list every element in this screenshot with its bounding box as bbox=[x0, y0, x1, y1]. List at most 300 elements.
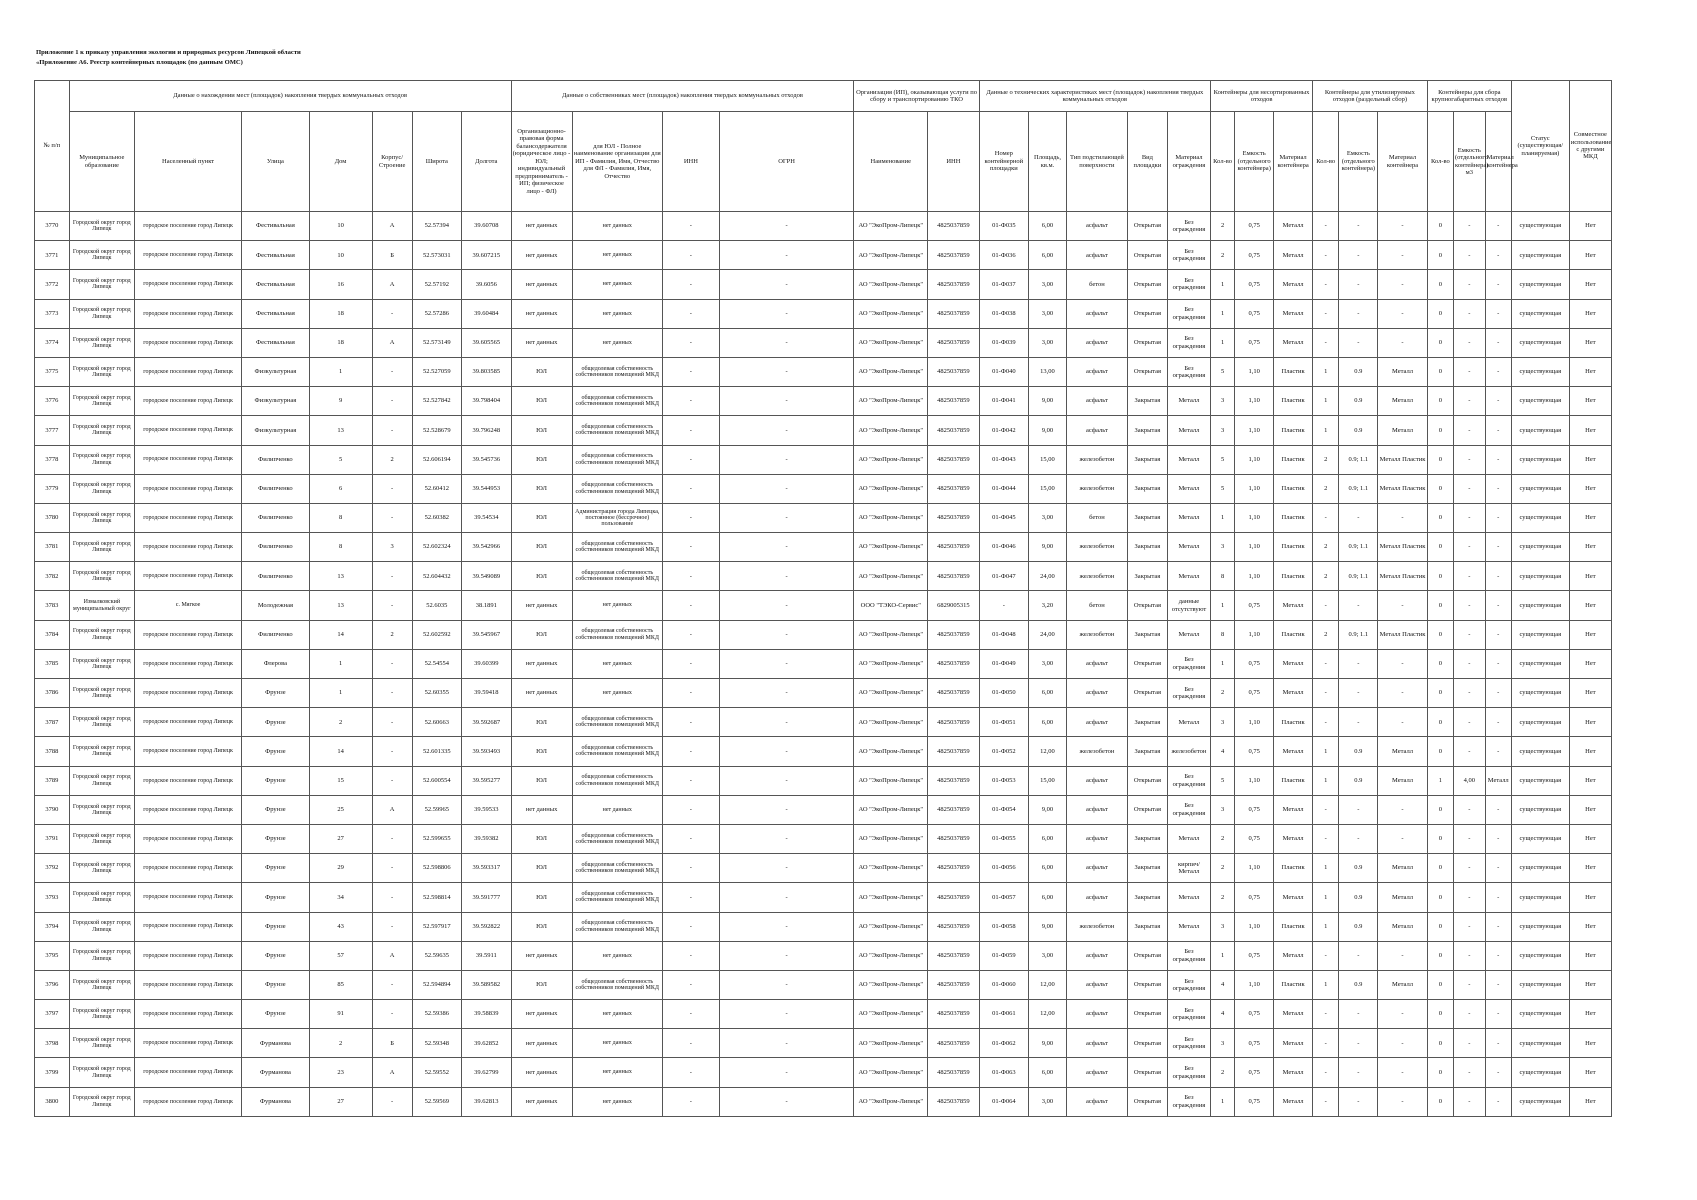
cell-recyclable-material: Металл bbox=[1378, 416, 1427, 445]
cell-num: 3800 bbox=[35, 1087, 70, 1116]
cell-municipality: Городской округ город Липецк bbox=[69, 1087, 134, 1116]
cell-lon: 39.62813 bbox=[462, 1087, 511, 1116]
cell-org-form: нет данных bbox=[511, 795, 572, 824]
cell-bulky-material: - bbox=[1485, 445, 1511, 474]
cell-unsorted-capacity: 1,10 bbox=[1235, 912, 1274, 941]
cell-shared: Нет bbox=[1569, 620, 1611, 649]
cell-site-number: 01-Ф063 bbox=[979, 1058, 1028, 1087]
header-lat: Широта bbox=[412, 112, 461, 212]
cell-owner-inn: - bbox=[662, 357, 719, 386]
cell-fence: Без ограждения bbox=[1167, 299, 1210, 328]
cell-bulky-material: - bbox=[1485, 737, 1511, 766]
cell-recyclable-capacity: 0.9; 1.1 bbox=[1339, 533, 1378, 562]
header-owner-name: для ЮЛ - Полное наименование организации для ИП - Фамилия, Имя, Отчество для ФЛ - Фамилия, Имя, Отчество bbox=[572, 112, 662, 212]
table-row bbox=[35, 1029, 1612, 1058]
cell-shared: Нет bbox=[1569, 737, 1611, 766]
cell-site-number: 01-Ф049 bbox=[979, 649, 1028, 678]
cell-recyclable-material: - bbox=[1378, 1058, 1427, 1087]
cell-bulky-material: - bbox=[1485, 708, 1511, 737]
cell-municipality: Городской округ город Липецк bbox=[69, 299, 134, 328]
cell-unsorted-material: Металл bbox=[1274, 1029, 1313, 1058]
cell-surface: асфальт bbox=[1066, 679, 1127, 708]
cell-unsorted-capacity: 0,75 bbox=[1235, 1000, 1274, 1029]
cell-bulky-capacity: - bbox=[1454, 737, 1486, 766]
header-group-bulky: Контейнеры для сбора крупногабаритных отходов bbox=[1427, 81, 1511, 112]
cell-site-number: 01-Ф036 bbox=[979, 241, 1028, 270]
cell-shared: Нет bbox=[1569, 299, 1611, 328]
cell-org-form: ЮЛ bbox=[511, 708, 572, 737]
cell-surface: асфальт bbox=[1066, 766, 1127, 795]
cell-num: 3795 bbox=[35, 941, 70, 970]
cell-lat: 52.599655 bbox=[412, 824, 461, 853]
cell-surface: железобетон bbox=[1066, 445, 1127, 474]
cell-surface: асфальт bbox=[1066, 241, 1127, 270]
cell-site-number: 01-Ф064 bbox=[979, 1087, 1028, 1116]
cell-fence: Без ограждения bbox=[1167, 1000, 1210, 1029]
cell-fence: кирпич/Металл bbox=[1167, 854, 1210, 883]
cell-owner-ogrn: - bbox=[719, 387, 854, 416]
cell-bulky-capacity: - bbox=[1454, 474, 1486, 503]
cell-recyclable-material: - bbox=[1378, 270, 1427, 299]
cell-fence: Металл bbox=[1167, 503, 1210, 532]
cell-surface: асфальт bbox=[1066, 1087, 1127, 1116]
header-group-owner: Данные о собственниках мест (площадок) накопления твердых коммунальных отходов bbox=[511, 81, 854, 112]
cell-building: - bbox=[372, 679, 412, 708]
cell-owner-inn: - bbox=[662, 1058, 719, 1087]
cell-recyclable-material: Металл Пластик bbox=[1378, 620, 1427, 649]
cell-recyclable-capacity: 0.9 bbox=[1339, 416, 1378, 445]
cell-street: Фрунзе bbox=[242, 737, 309, 766]
cell-recyclable-capacity: - bbox=[1339, 1000, 1378, 1029]
cell-lon: 39.796248 bbox=[462, 416, 511, 445]
table-header bbox=[35, 81, 1612, 212]
cell-owner-ogrn: - bbox=[719, 503, 854, 532]
cell-surface: железобетон bbox=[1066, 912, 1127, 941]
cell-building: - bbox=[372, 824, 412, 853]
cell-recyclable-capacity: - bbox=[1339, 1087, 1378, 1116]
cell-shared: Нет bbox=[1569, 270, 1611, 299]
cell-bulky-capacity: - bbox=[1454, 503, 1486, 532]
cell-site-type: Закрытая bbox=[1127, 445, 1167, 474]
cell-settlement: городское поселение город Липецк bbox=[134, 1000, 241, 1029]
cell-lat: 52.601335 bbox=[412, 737, 461, 766]
cell-area: 15,00 bbox=[1029, 766, 1067, 795]
cell-unsorted-capacity: 1,10 bbox=[1235, 708, 1274, 737]
cell-lat: 52.54554 bbox=[412, 649, 461, 678]
cell-owner-name: общедолевая собственность собственников помещений МКД bbox=[572, 533, 662, 562]
cell-area: 12,00 bbox=[1029, 1000, 1067, 1029]
cell-bulky-material: - bbox=[1485, 620, 1511, 649]
cell-owner-name: общедолевая собственность собственников помещений МКД bbox=[572, 620, 662, 649]
cell-municipality: Городской округ город Липецк bbox=[69, 562, 134, 591]
cell-site-number: 01-Ф044 bbox=[979, 474, 1028, 503]
cell-num: 3782 bbox=[35, 562, 70, 591]
cell-site-type: Закрытая bbox=[1127, 533, 1167, 562]
cell-lat: 52.57394 bbox=[412, 212, 461, 241]
cell-bulky-material: - bbox=[1485, 503, 1511, 532]
cell-bulky-qty: 0 bbox=[1427, 357, 1453, 386]
cell-bulky-qty: 0 bbox=[1427, 1029, 1453, 1058]
header-shared: Совместное использование с другими МКД bbox=[1569, 81, 1611, 212]
cell-operator-inn: 4825037859 bbox=[928, 1000, 980, 1029]
cell-owner-name: общедолевая собственность собственников помещений МКД bbox=[572, 824, 662, 853]
cell-municipality: Городской округ город Липецк bbox=[69, 1000, 134, 1029]
header-operator-inn: ИНН bbox=[928, 112, 980, 212]
cell-shared: Нет bbox=[1569, 387, 1611, 416]
cell-num: 3770 bbox=[35, 212, 70, 241]
cell-fence: Металл bbox=[1167, 474, 1210, 503]
cell-org-form: ЮЛ bbox=[511, 445, 572, 474]
cell-unsorted-material: Металл bbox=[1274, 824, 1313, 853]
cell-bulky-capacity: - bbox=[1454, 679, 1486, 708]
cell-bulky-qty: 0 bbox=[1427, 854, 1453, 883]
cell-unsorted-qty: 3 bbox=[1211, 533, 1235, 562]
header-site-number: Номер контейнерной площадки bbox=[979, 112, 1028, 212]
cell-settlement: городское поселение город Липецк bbox=[134, 1087, 241, 1116]
cell-recyclable-qty: - bbox=[1313, 241, 1339, 270]
cell-lon: 39.54534 bbox=[462, 503, 511, 532]
cell-house: 2 bbox=[309, 1029, 372, 1058]
cell-lon: 38.1891 bbox=[462, 591, 511, 620]
cell-site-type: Открытая bbox=[1127, 241, 1167, 270]
cell-bulky-material: - bbox=[1485, 1000, 1511, 1029]
cell-building: А bbox=[372, 328, 412, 357]
cell-operator-name: АО "ЭкоПром-Липецк" bbox=[854, 474, 928, 503]
cell-house: 1 bbox=[309, 649, 372, 678]
cell-lat: 52.598806 bbox=[412, 854, 461, 883]
cell-bulky-qty: 0 bbox=[1427, 970, 1453, 999]
cell-status: существующая bbox=[1511, 649, 1569, 678]
header-street: Улица bbox=[242, 112, 309, 212]
cell-lat: 52.528679 bbox=[412, 416, 461, 445]
cell-lat: 52.573149 bbox=[412, 328, 461, 357]
cell-bulky-capacity: - bbox=[1454, 970, 1486, 999]
cell-org-form: ЮЛ bbox=[511, 883, 572, 912]
cell-bulky-qty: 0 bbox=[1427, 416, 1453, 445]
cell-area: 6,00 bbox=[1029, 854, 1067, 883]
cell-area: 9,00 bbox=[1029, 1029, 1067, 1058]
cell-operator-inn: 4825037859 bbox=[928, 854, 980, 883]
cell-owner-name: нет данных bbox=[572, 241, 662, 270]
cell-recyclable-capacity: 0.9; 1.1 bbox=[1339, 620, 1378, 649]
cell-bulky-qty: 0 bbox=[1427, 445, 1453, 474]
cell-recyclable-material: Металл Пластик bbox=[1378, 562, 1427, 591]
cell-owner-ogrn: - bbox=[719, 474, 854, 503]
cell-lat: 52.602324 bbox=[412, 533, 461, 562]
cell-bulky-material: - bbox=[1485, 912, 1511, 941]
cell-unsorted-qty: 2 bbox=[1211, 212, 1235, 241]
cell-house: 13 bbox=[309, 416, 372, 445]
cell-owner-ogrn: - bbox=[719, 533, 854, 562]
cell-settlement: городское поселение город Липецк bbox=[134, 474, 241, 503]
cell-fence: Металл bbox=[1167, 912, 1210, 941]
cell-lon: 39.593317 bbox=[462, 854, 511, 883]
cell-operator-inn: 4825037859 bbox=[928, 1087, 980, 1116]
cell-unsorted-capacity: 0,75 bbox=[1235, 212, 1274, 241]
cell-area: 9,00 bbox=[1029, 912, 1067, 941]
cell-recyclable-qty: - bbox=[1313, 679, 1339, 708]
cell-operator-inn: 4825037859 bbox=[928, 912, 980, 941]
cell-unsorted-capacity: 0,75 bbox=[1235, 737, 1274, 766]
cell-recyclable-qty: 2 bbox=[1313, 620, 1339, 649]
cell-house: 10 bbox=[309, 241, 372, 270]
cell-building: - bbox=[372, 737, 412, 766]
cell-municipality: Городской округ город Липецк bbox=[69, 679, 134, 708]
cell-unsorted-qty: 1 bbox=[1211, 503, 1235, 532]
cell-building: - bbox=[372, 474, 412, 503]
cell-site-number: 01-Ф062 bbox=[979, 1029, 1028, 1058]
cell-surface: асфальт bbox=[1066, 1058, 1127, 1087]
cell-area: 6,00 bbox=[1029, 824, 1067, 853]
cell-site-type: Закрытая bbox=[1127, 416, 1167, 445]
cell-lat: 52.57192 bbox=[412, 270, 461, 299]
cell-site-type: Открытая bbox=[1127, 1029, 1167, 1058]
cell-shared: Нет bbox=[1569, 562, 1611, 591]
cell-shared: Нет bbox=[1569, 445, 1611, 474]
cell-unsorted-capacity: 0,75 bbox=[1235, 1087, 1274, 1116]
cell-lon: 39.544953 bbox=[462, 474, 511, 503]
header-recyclable-qty: Кол-во bbox=[1313, 112, 1339, 212]
cell-area: 3,00 bbox=[1029, 1087, 1067, 1116]
cell-operator-name: АО "ЭкоПром-Липецк" bbox=[854, 328, 928, 357]
cell-shared: Нет bbox=[1569, 883, 1611, 912]
cell-lon: 39.607215 bbox=[462, 241, 511, 270]
cell-num: 3775 bbox=[35, 357, 70, 386]
cell-bulky-capacity: - bbox=[1454, 649, 1486, 678]
cell-settlement: городское поселение город Липецк bbox=[134, 854, 241, 883]
cell-owner-name: Администрация города Липецка, постоянное (бессрочное) пользование bbox=[572, 503, 662, 532]
cell-site-number: 01-Ф052 bbox=[979, 737, 1028, 766]
cell-operator-name: АО "ЭкоПром-Липецк" bbox=[854, 737, 928, 766]
cell-num: 3793 bbox=[35, 883, 70, 912]
cell-org-form: нет данных bbox=[511, 270, 572, 299]
cell-unsorted-qty: 5 bbox=[1211, 357, 1235, 386]
cell-owner-inn: - bbox=[662, 795, 719, 824]
header-group-unsorted: Контейнеры для несортированных отходов bbox=[1211, 81, 1313, 112]
cell-site-number: 01-Ф045 bbox=[979, 503, 1028, 532]
cell-unsorted-capacity: 0,75 bbox=[1235, 299, 1274, 328]
cell-lat: 52.60355 bbox=[412, 679, 461, 708]
cell-lat: 52.59386 bbox=[412, 1000, 461, 1029]
cell-unsorted-qty: 8 bbox=[1211, 620, 1235, 649]
cell-shared: Нет bbox=[1569, 824, 1611, 853]
cell-status: существующая bbox=[1511, 737, 1569, 766]
cell-site-number: 01-Ф042 bbox=[979, 416, 1028, 445]
cell-recyclable-qty: 2 bbox=[1313, 474, 1339, 503]
cell-municipality: Городской округ город Липецк bbox=[69, 737, 134, 766]
cell-unsorted-material: Металл bbox=[1274, 1087, 1313, 1116]
cell-recyclable-material: - bbox=[1378, 212, 1427, 241]
cell-org-form: нет данных bbox=[511, 679, 572, 708]
cell-recyclable-capacity: 0.9 bbox=[1339, 737, 1378, 766]
cell-fence: Без ограждения bbox=[1167, 357, 1210, 386]
cell-unsorted-material: Металл bbox=[1274, 679, 1313, 708]
cell-building: А bbox=[372, 941, 412, 970]
cell-bulky-material: - bbox=[1485, 416, 1511, 445]
cell-municipality: Городской округ город Липецк bbox=[69, 970, 134, 999]
cell-operator-name: АО "ЭкоПром-Липецк" bbox=[854, 270, 928, 299]
cell-shared: Нет bbox=[1569, 708, 1611, 737]
cell-house: 18 bbox=[309, 299, 372, 328]
table-row bbox=[35, 912, 1612, 941]
cell-num: 3788 bbox=[35, 737, 70, 766]
cell-operator-inn: 4825037859 bbox=[928, 357, 980, 386]
cell-recyclable-material: Металл bbox=[1378, 912, 1427, 941]
cell-owner-name: нет данных bbox=[572, 679, 662, 708]
cell-recyclable-qty: - bbox=[1313, 824, 1339, 853]
cell-settlement: городское поселение город Липецк bbox=[134, 824, 241, 853]
cell-surface: железобетон bbox=[1066, 474, 1127, 503]
cell-lat: 52.604432 bbox=[412, 562, 461, 591]
cell-owner-inn: - bbox=[662, 299, 719, 328]
cell-street: Фрунзе bbox=[242, 766, 309, 795]
cell-owner-name: нет данных bbox=[572, 328, 662, 357]
cell-shared: Нет bbox=[1569, 912, 1611, 941]
header-municipality: Муниципальное образование bbox=[69, 112, 134, 212]
cell-unsorted-material: Пластик bbox=[1274, 766, 1313, 795]
cell-area: 6,00 bbox=[1029, 679, 1067, 708]
cell-fence: железобетон bbox=[1167, 737, 1210, 766]
cell-unsorted-capacity: 1,10 bbox=[1235, 474, 1274, 503]
cell-street: Фрунзе bbox=[242, 970, 309, 999]
cell-site-number: 01-Ф039 bbox=[979, 328, 1028, 357]
cell-unsorted-qty: 1 bbox=[1211, 270, 1235, 299]
cell-recyclable-capacity: 0.9 bbox=[1339, 387, 1378, 416]
cell-recyclable-qty: - bbox=[1313, 299, 1339, 328]
cell-surface: железобетон bbox=[1066, 533, 1127, 562]
cell-shared: Нет bbox=[1569, 533, 1611, 562]
cell-street: Фестивальная bbox=[242, 328, 309, 357]
cell-fence: Металл bbox=[1167, 824, 1210, 853]
cell-operator-name: АО "ЭкоПром-Липецк" bbox=[854, 387, 928, 416]
cell-municipality: Городской округ город Липецк bbox=[69, 212, 134, 241]
cell-owner-name: нет данных bbox=[572, 591, 662, 620]
cell-surface: асфальт bbox=[1066, 708, 1127, 737]
cell-unsorted-qty: 3 bbox=[1211, 416, 1235, 445]
cell-unsorted-qty: 2 bbox=[1211, 1058, 1235, 1087]
cell-num: 3785 bbox=[35, 649, 70, 678]
cell-owner-ogrn: - bbox=[719, 562, 854, 591]
cell-unsorted-capacity: 1,10 bbox=[1235, 562, 1274, 591]
cell-org-form: нет данных bbox=[511, 212, 572, 241]
cell-owner-inn: - bbox=[662, 591, 719, 620]
cell-bulky-qty: 0 bbox=[1427, 212, 1453, 241]
cell-shared: Нет bbox=[1569, 1029, 1611, 1058]
cell-owner-ogrn: - bbox=[719, 620, 854, 649]
cell-settlement: городское поселение город Липецк bbox=[134, 445, 241, 474]
cell-org-form: нет данных bbox=[511, 1000, 572, 1029]
cell-shared: Нет bbox=[1569, 1087, 1611, 1116]
cell-shared: Нет bbox=[1569, 941, 1611, 970]
cell-unsorted-capacity: 1,10 bbox=[1235, 854, 1274, 883]
cell-bulky-capacity: - bbox=[1454, 883, 1486, 912]
cell-owner-inn: - bbox=[662, 708, 719, 737]
cell-building: Б bbox=[372, 1029, 412, 1058]
cell-area: 6,00 bbox=[1029, 212, 1067, 241]
cell-street: Филипченко bbox=[242, 620, 309, 649]
cell-house: 91 bbox=[309, 1000, 372, 1029]
cell-bulky-capacity: - bbox=[1454, 387, 1486, 416]
cell-unsorted-material: Металл bbox=[1274, 941, 1313, 970]
cell-bulky-qty: 0 bbox=[1427, 708, 1453, 737]
cell-recyclable-material: Металл bbox=[1378, 970, 1427, 999]
cell-operator-name: АО "ЭкоПром-Липецк" bbox=[854, 1000, 928, 1029]
cell-unsorted-qty: 5 bbox=[1211, 474, 1235, 503]
cell-bulky-qty: 0 bbox=[1427, 883, 1453, 912]
cell-surface: железобетон bbox=[1066, 620, 1127, 649]
cell-bulky-material: - bbox=[1485, 824, 1511, 853]
cell-settlement: городское поселение город Липецк bbox=[134, 912, 241, 941]
cell-municipality: Городской округ город Липецк bbox=[69, 533, 134, 562]
cell-status: существующая bbox=[1511, 212, 1569, 241]
cell-street: Фестивальная bbox=[242, 270, 309, 299]
cell-recyclable-capacity: - bbox=[1339, 649, 1378, 678]
cell-operator-name: АО "ЭкоПром-Липецк" bbox=[854, 1087, 928, 1116]
cell-lon: 39.6056 bbox=[462, 270, 511, 299]
cell-settlement: городское поселение город Липецк bbox=[134, 766, 241, 795]
cell-shared: Нет bbox=[1569, 1000, 1611, 1029]
cell-house: 85 bbox=[309, 970, 372, 999]
cell-owner-name: нет данных bbox=[572, 212, 662, 241]
cell-street: Филипченко bbox=[242, 474, 309, 503]
cell-surface: асфальт bbox=[1066, 1000, 1127, 1029]
cell-bulky-material: - bbox=[1485, 328, 1511, 357]
cell-unsorted-qty: 4 bbox=[1211, 970, 1235, 999]
header-group-operator: Организация (ИП), оказывающая услуги по сбору и транспортированию ТКО bbox=[854, 81, 979, 112]
cell-operator-name: ООО "ТЭКО-Сервис" bbox=[854, 591, 928, 620]
cell-surface: бетон bbox=[1066, 591, 1127, 620]
cell-site-number: 01-Ф047 bbox=[979, 562, 1028, 591]
cell-owner-inn: - bbox=[662, 941, 719, 970]
cell-org-form: нет данных bbox=[511, 591, 572, 620]
cell-unsorted-qty: 3 bbox=[1211, 912, 1235, 941]
cell-site-number: 01-Ф056 bbox=[979, 854, 1028, 883]
cell-street: Фестивальная bbox=[242, 212, 309, 241]
cell-unsorted-material: Пластик bbox=[1274, 503, 1313, 532]
cell-owner-ogrn: - bbox=[719, 445, 854, 474]
cell-settlement: городское поселение город Липецк bbox=[134, 970, 241, 999]
cell-lat: 52.59965 bbox=[412, 795, 461, 824]
cell-unsorted-capacity: 0,75 bbox=[1235, 941, 1274, 970]
cell-owner-inn: - bbox=[662, 212, 719, 241]
cell-lat: 52.606194 bbox=[412, 445, 461, 474]
cell-surface: асфальт bbox=[1066, 795, 1127, 824]
cell-owner-ogrn: - bbox=[719, 1000, 854, 1029]
cell-building: - bbox=[372, 766, 412, 795]
cell-bulky-capacity: - bbox=[1454, 562, 1486, 591]
table-row bbox=[35, 649, 1612, 678]
cell-surface: асфальт bbox=[1066, 883, 1127, 912]
cell-bulky-qty: 0 bbox=[1427, 270, 1453, 299]
cell-status: существующая bbox=[1511, 679, 1569, 708]
cell-area: 13,00 bbox=[1029, 357, 1067, 386]
cell-area: 3,00 bbox=[1029, 503, 1067, 532]
cell-owner-name: общедолевая собственность собственников помещений МКД bbox=[572, 766, 662, 795]
cell-municipality: Городской округ город Липецк bbox=[69, 416, 134, 445]
cell-lon: 39.593493 bbox=[462, 737, 511, 766]
cell-recyclable-capacity: - bbox=[1339, 795, 1378, 824]
cell-bulky-material: - bbox=[1485, 562, 1511, 591]
cell-shared: Нет bbox=[1569, 241, 1611, 270]
header-building: Корпус/Строение bbox=[372, 112, 412, 212]
cell-unsorted-qty: 2 bbox=[1211, 854, 1235, 883]
table-row bbox=[35, 416, 1612, 445]
cell-site-number: 01-Ф038 bbox=[979, 299, 1028, 328]
cell-num: 3777 bbox=[35, 416, 70, 445]
cell-unsorted-material: Пластик bbox=[1274, 416, 1313, 445]
cell-fence: Без ограждения bbox=[1167, 795, 1210, 824]
cell-lon: 39.59418 bbox=[462, 679, 511, 708]
